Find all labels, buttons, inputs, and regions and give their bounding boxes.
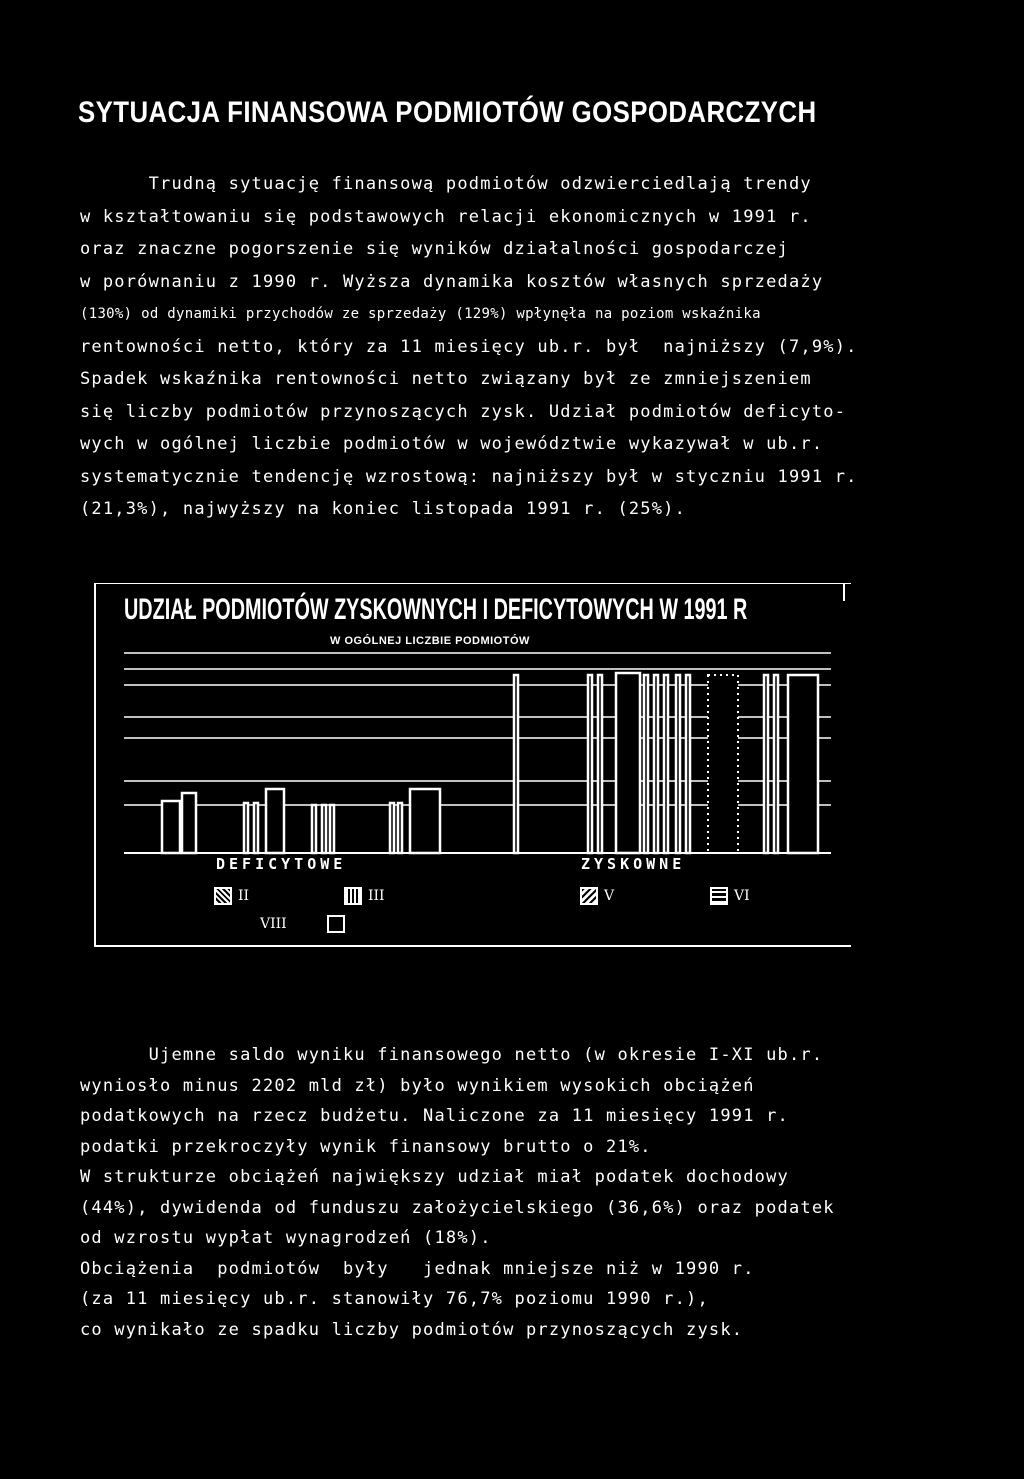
chart-bar — [182, 793, 196, 853]
text-line: w porównaniu z 1990 r. Wyższa dynamika kosztów własnych sprzedaży — [80, 271, 824, 292]
group-label-zyskowne: ZYSKOWNE — [581, 855, 686, 873]
chart-bar — [330, 805, 334, 853]
text-line: Obciążenia podmiotów były jednak mniejsze niż w 1990 r. — [80, 1258, 755, 1279]
text-line: rentowności netto, który za 11 miesięcy ub.r. był najniższy (7,9%). — [80, 336, 858, 357]
legend-swatch-icon — [580, 887, 598, 905]
text-line: co wynikało ze spadku liczby podmiotów przynoszących zysk. — [80, 1319, 744, 1340]
legend-swatch-icon — [710, 887, 728, 905]
chart-bar — [708, 675, 738, 853]
legend-label: VI — [734, 888, 750, 904]
chart-bar — [676, 675, 680, 853]
chart-bar — [162, 801, 180, 853]
chart-bar — [266, 789, 284, 853]
chart-bar — [644, 675, 648, 853]
text-line: oraz znaczne pogorszenie się wyników działalności gospodarczej — [80, 239, 789, 259]
legend-item-vi — [710, 887, 750, 905]
legend-label: VIII — [260, 916, 287, 932]
text-line: (21,3%), najwyższy na koniec listopada 1991 r. (25%). — [80, 499, 687, 519]
legend-item-ii — [214, 887, 249, 905]
chart-bars — [162, 673, 818, 853]
chart-bar — [398, 803, 402, 853]
text-line: w kształtowaniu się podstawowych relacji ekonomicznych w 1991 r. — [80, 206, 812, 227]
chart-bar — [774, 675, 778, 853]
legend-label: V — [604, 888, 615, 904]
legend-label: II — [238, 888, 250, 904]
text-line: podatki przekroczyły wynik finansowy brutto o 21%. — [80, 1136, 652, 1157]
text-line: Spadek wskaźnika rentowności netto związany był ze zmniejszeniem — [80, 369, 812, 389]
chart-bar — [588, 675, 592, 853]
text-line: (za 11 miesięcy ub.r. stanowiły 76,7% poziomu 1990 r.), — [80, 1289, 709, 1309]
text-line: Trudną sytuację finansową podmiotów odzwierciedlają trendy — [80, 174, 812, 194]
text-line: W strukturze obciążeń największy udział miał podatek dochodowy — [80, 1167, 789, 1187]
legend-item-v — [580, 887, 614, 905]
chart-bar — [390, 803, 394, 853]
chart-bar — [514, 675, 518, 853]
chart-bar — [598, 675, 602, 853]
legend-label: III — [368, 888, 385, 904]
chart-bar — [322, 805, 326, 853]
text-line: systematycznie tendencję wzrostową: najniższy był w styczniu 1991 r. — [80, 466, 858, 487]
legend-item-viii — [260, 915, 345, 933]
chart-bar — [616, 673, 640, 853]
text-line: (130%) od dynamiki przychodów ze sprzedaży (129%) wpłynęła na poziom wskaźnika — [80, 306, 761, 322]
chart-bar — [664, 675, 668, 853]
legend-swatch-icon — [214, 887, 232, 905]
chart — [94, 583, 851, 947]
text-line: się liczby podmiotów przynoszących zysk. Udział podmiotów deficyto- — [80, 401, 847, 422]
chart-bar — [410, 789, 440, 853]
chart-bar — [788, 675, 818, 853]
chart-bar — [654, 675, 658, 853]
text-line: podatkowych na rzecz budżetu. Naliczone za 11 miesięcy 1991 r. — [80, 1106, 789, 1126]
text-line: od wzrostu wypłat wynagrodzeń (18%). — [80, 1228, 492, 1248]
text-line: Ujemne saldo wyniku finansowego netto (w okresie I-XI ub.r. — [80, 1045, 824, 1065]
chart-title: UDZIAŁ PODMIOTÓW ZYSKOWNYCH I DEFICYTOWYCH W 1991 R — [124, 593, 748, 626]
chart-subtitle: W OGÓLNEJ LICZBIE PODMIOTÓW — [330, 635, 530, 647]
text-line: (44%), dywidenda od funduszu założycielskiego (36,6%) oraz podatek — [80, 1197, 835, 1218]
chart-bar — [254, 803, 258, 853]
paragraph-2 — [80, 1040, 835, 1345]
chart-bar — [312, 805, 316, 853]
paragraph-1 — [80, 168, 858, 526]
group-label-deficytowe: DEFICYTOWE — [216, 855, 347, 873]
page-title: SYTUACJA FINANSOWA PODMIOTÓW GOSPODARCZYCH — [78, 96, 817, 129]
chart-bar — [244, 803, 248, 853]
legend-swatch-icon — [344, 887, 362, 905]
legend-item-iii — [344, 887, 385, 905]
legend-swatch-icon — [327, 915, 345, 933]
text-line: wyniosło minus 2202 mld zł) było wynikiem wysokich obciążeń — [80, 1075, 755, 1096]
text-line: wych w ogólnej liczbie podmiotów w województwie wykazywał w ub.r. — [80, 434, 824, 454]
chart-bar — [686, 675, 690, 853]
chart-bar — [764, 675, 768, 853]
